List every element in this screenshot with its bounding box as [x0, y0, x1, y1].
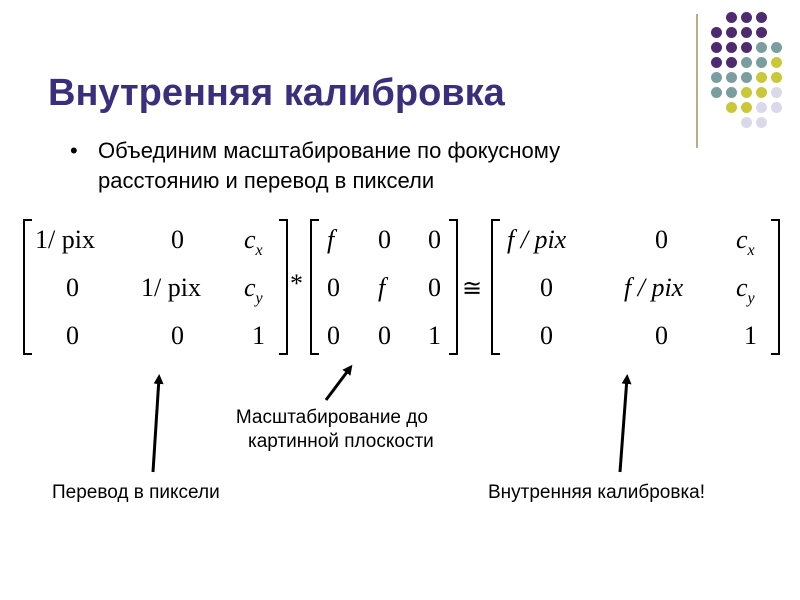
- matrix-a-r3c2: 0: [171, 321, 184, 350]
- matrix-b-r2c2: f: [378, 273, 386, 302]
- matrix-b-r3c3: 1: [428, 321, 441, 350]
- matrix-b-r2c1: 0: [327, 273, 340, 302]
- bullet-text: Объединим масштабирование по фокусному расстоянию и перевод в пиксели: [98, 138, 561, 193]
- matrix-a-r1c2: 0: [171, 225, 184, 254]
- caption-scale-line1: Масштабирование до: [235, 407, 428, 428]
- slide-title: Внутренняя калибровка: [48, 72, 505, 114]
- matrix-a-r1c1: 1/ pix: [35, 225, 95, 254]
- caption-translate-to-pixels: Перевод в пиксели: [52, 482, 220, 503]
- arrow-intrinsic: [620, 378, 627, 472]
- matrix-a-r3c3: 1: [252, 321, 265, 350]
- bullet-marker: •: [70, 138, 78, 163]
- matrix-c-r3c2: 0: [655, 321, 668, 350]
- arrow-translate: [153, 378, 159, 472]
- matrix-a-r3c1: 0: [66, 321, 79, 350]
- matrix-c-r1c1: f / pix: [507, 225, 567, 254]
- matrix-a-r2c3: $c_y$: [244, 273, 263, 307]
- operator-congruent: ≅: [462, 276, 483, 302]
- matrix-c-r2c3: $c_y$: [736, 273, 755, 307]
- matrix-c-r1c2: 0: [655, 225, 668, 254]
- matrix-c-r2c2: f / pix: [624, 273, 684, 302]
- matrix-b-r2c3: 0: [428, 273, 441, 302]
- matrix-c-r3c1: 0: [540, 321, 553, 350]
- matrix-b-r1c3: 0: [428, 225, 441, 254]
- matrix-a-r2c1: 0: [66, 273, 79, 302]
- operator-multiply: *: [290, 269, 303, 298]
- matrix-c-r3c3: 1: [744, 321, 757, 350]
- matrix-c-r1c3: $c_x$: [736, 225, 755, 259]
- caption-scale-to-image-plane: [230, 406, 434, 454]
- matrix-b-r1c1: f: [327, 225, 335, 254]
- caption-intrinsic-calibration: Внутренняя калибровка!: [488, 482, 706, 503]
- caption-scale-line2: картинной плоскости: [248, 431, 434, 452]
- matrix-a-r1c3: $c_x$: [244, 225, 263, 259]
- matrix-b-r1c2: 0: [378, 225, 391, 254]
- matrix-a-r2c2: 1/ pix: [141, 273, 201, 302]
- matrix-b-r3c2: 0: [378, 321, 391, 350]
- matrix-b-r3c1: 0: [327, 321, 340, 350]
- matrix-c-r2c1: 0: [540, 273, 553, 302]
- arrow-scale: [326, 368, 350, 400]
